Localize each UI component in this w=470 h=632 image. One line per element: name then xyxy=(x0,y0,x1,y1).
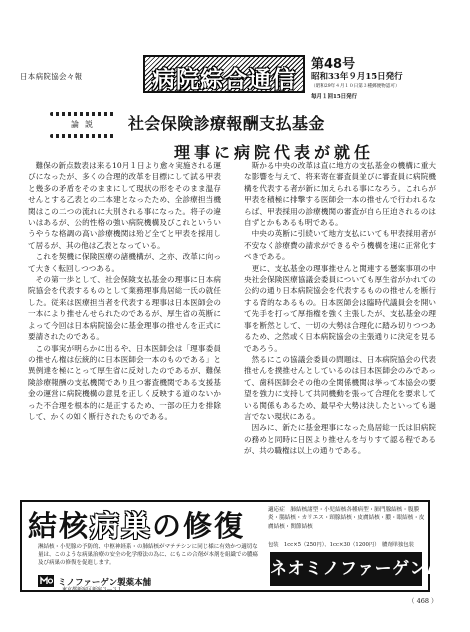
paragraph: 更に、支払基金の理事推せんと関連する懸案事項の中央社会保険医療協議会委員についても厚生省がかれての公約の通り日本病院協会を代表するものの推せんを断行する背的なあるもの。日本医師会は臨時代議員会を開いて先手を打って厚指権を強く主張したが、支払基金の理事を断然として、一切の大勢は合理化に踏み切りつつあるため、之然或く日本病院協会の主張通りに決定を見るであろう。 xyxy=(244,263,436,353)
ad-title-part: 結核 xyxy=(28,509,91,543)
newsletter-title: 病院綜合通信 xyxy=(152,67,296,93)
paragraph: 然るにこの協議会委員の問題は、日本病院協会の代表推せんを撲推せんとしているのは日本医師会のみであって、歯科医師会その他の全関係機関は挙って本協会の要望を強力に支持して共同機動を張って合理化を要求している関係もあるため、最早や大勢は決したといっても過言でない現状にある。 xyxy=(244,354,436,421)
maker-logo-icon xyxy=(38,575,54,587)
ad-indications: 適応症 肺結核諸型・小児結核各種病型・肺門腺結核・腹膜炎・腸結核・カリエス・頸腺結核・皮膚結核・膿・眼結核・皮膚結核・関節結核 xyxy=(268,507,425,530)
headline-line-2: 理事に病院代表が就任 xyxy=(174,143,375,162)
paragraph: 中央の英断に引続いて地方支払にいても甲表採用者が不安なく診療費の請求ができるやう機構を速に正常化すべきである。 xyxy=(244,229,436,262)
paragraph: 難保の新点数表は来る10月１日より愈々実施される運びになったが、多くの合理的改革を目標にして試る甲表と幾多の矛盾をそのままにして現状の形をそのまま温存せんとする乙表との二本建となったため、全診療担当機関はこの二つの流れに大別される事になった。将子の違いはあるが、公的性格の強い病院機構及びこれといういうやうな格調の高い診療機関は殆ど全てと甲表を採用して居るが、其の他は乙表となっている。 xyxy=(28,161,221,250)
paragraph: その第一歩として、社会保険支払基金の理事に日本病院協会を代表するものとして業務理事鳥居総一氏の就任した。従来は医療担当者を代表する理事は日本医師会の一本により推せんせられたのであるが、厚生省の英断によって今回は日本病院協会に基金理事の推せんを正式に要請されたのである。 xyxy=(28,275,221,342)
issue-number: 第48号 xyxy=(311,57,356,72)
paragraph: 斯かる中央の改革は直に地方の支払基金の機構に重大な影響を与えて、将来寄在審査員並びに審査員に病院機構を代表する者が新に加えられる事になろう。これらが甲表を積極に排撃する医師会一本の推せんで行われるならば、甲表採用の診療機関の審査が自ら圧迫されるのは自ずとかもあるも明である。 xyxy=(244,161,436,228)
page-number: （ 468 ） xyxy=(408,597,438,605)
ad-copy: 淋結核・小児腺の予防的、中枢神経系・の肺結核がマテテシンに同じ様に有効かつ適切な量は、このような病巣治療の安全の化学療法の為に、にもこの合剤が本剤を組織での膿瘍及び病巣の修復を促進します。 xyxy=(38,544,259,566)
publication-frequency: 毎月１回15日発行 xyxy=(311,94,358,100)
ad-brand-name: ネオミノファーゲンA・T xyxy=(270,552,422,586)
article-column-right xyxy=(244,160,436,457)
ad-maker-name: ミノファーゲン製薬本舗 xyxy=(58,578,152,588)
section-label: 論説 xyxy=(71,120,99,129)
ad-title-part: の修復 xyxy=(152,509,246,543)
publisher-name: 日本病院協会々報 xyxy=(20,72,83,81)
ad-title xyxy=(28,504,245,545)
wave-ornament-bottom xyxy=(50,134,116,138)
ad-title-part: 病巣 xyxy=(90,509,153,543)
advertisement-box xyxy=(20,500,470,593)
headline-line-1: 社会保険診療報酬支払基金 xyxy=(128,114,325,133)
wave-ornament-top xyxy=(50,112,116,116)
paragraph: これを契機に保険医療の諸機構が、之亦、改革に向って大きく転回しつつある。 xyxy=(28,252,221,273)
paragraph: 因みに、新たに基金理事になった鳥居総一氏は旧病院の務めと同時に日医より推せんを与りすて認る程であるが、共の職権は以上の通りである。 xyxy=(244,423,436,456)
ad-maker-address: 東京都新宿区新宿３―３１ xyxy=(62,587,123,593)
postal-approval: （昭和29年４月１０日第３種郵便物認可） xyxy=(311,84,400,89)
article-column-left xyxy=(28,160,221,422)
newsletter-title-box xyxy=(143,55,305,93)
ad-package-info: 包装 1cc×5（250円）、1cc×30（1200円） 膿剤単独包装 xyxy=(268,542,414,548)
issue-date: 昭和33年９月15日発行 xyxy=(311,72,403,82)
paragraph: この事実が明らかに出るや、日本医師会は「理事委員の推せん権は伝統的に日本医師会一本のものである」と異例達を極にとって厚生省に反対したのであるが、難保険診療報酬の支払機関であり且つ審査機関である支援基金の運営に病院機構の意見を正しく反映する道のないかった不合理を根本的に是正するため、一部の圧力を排除して、かくの如く断行されたものである。 xyxy=(28,343,221,421)
